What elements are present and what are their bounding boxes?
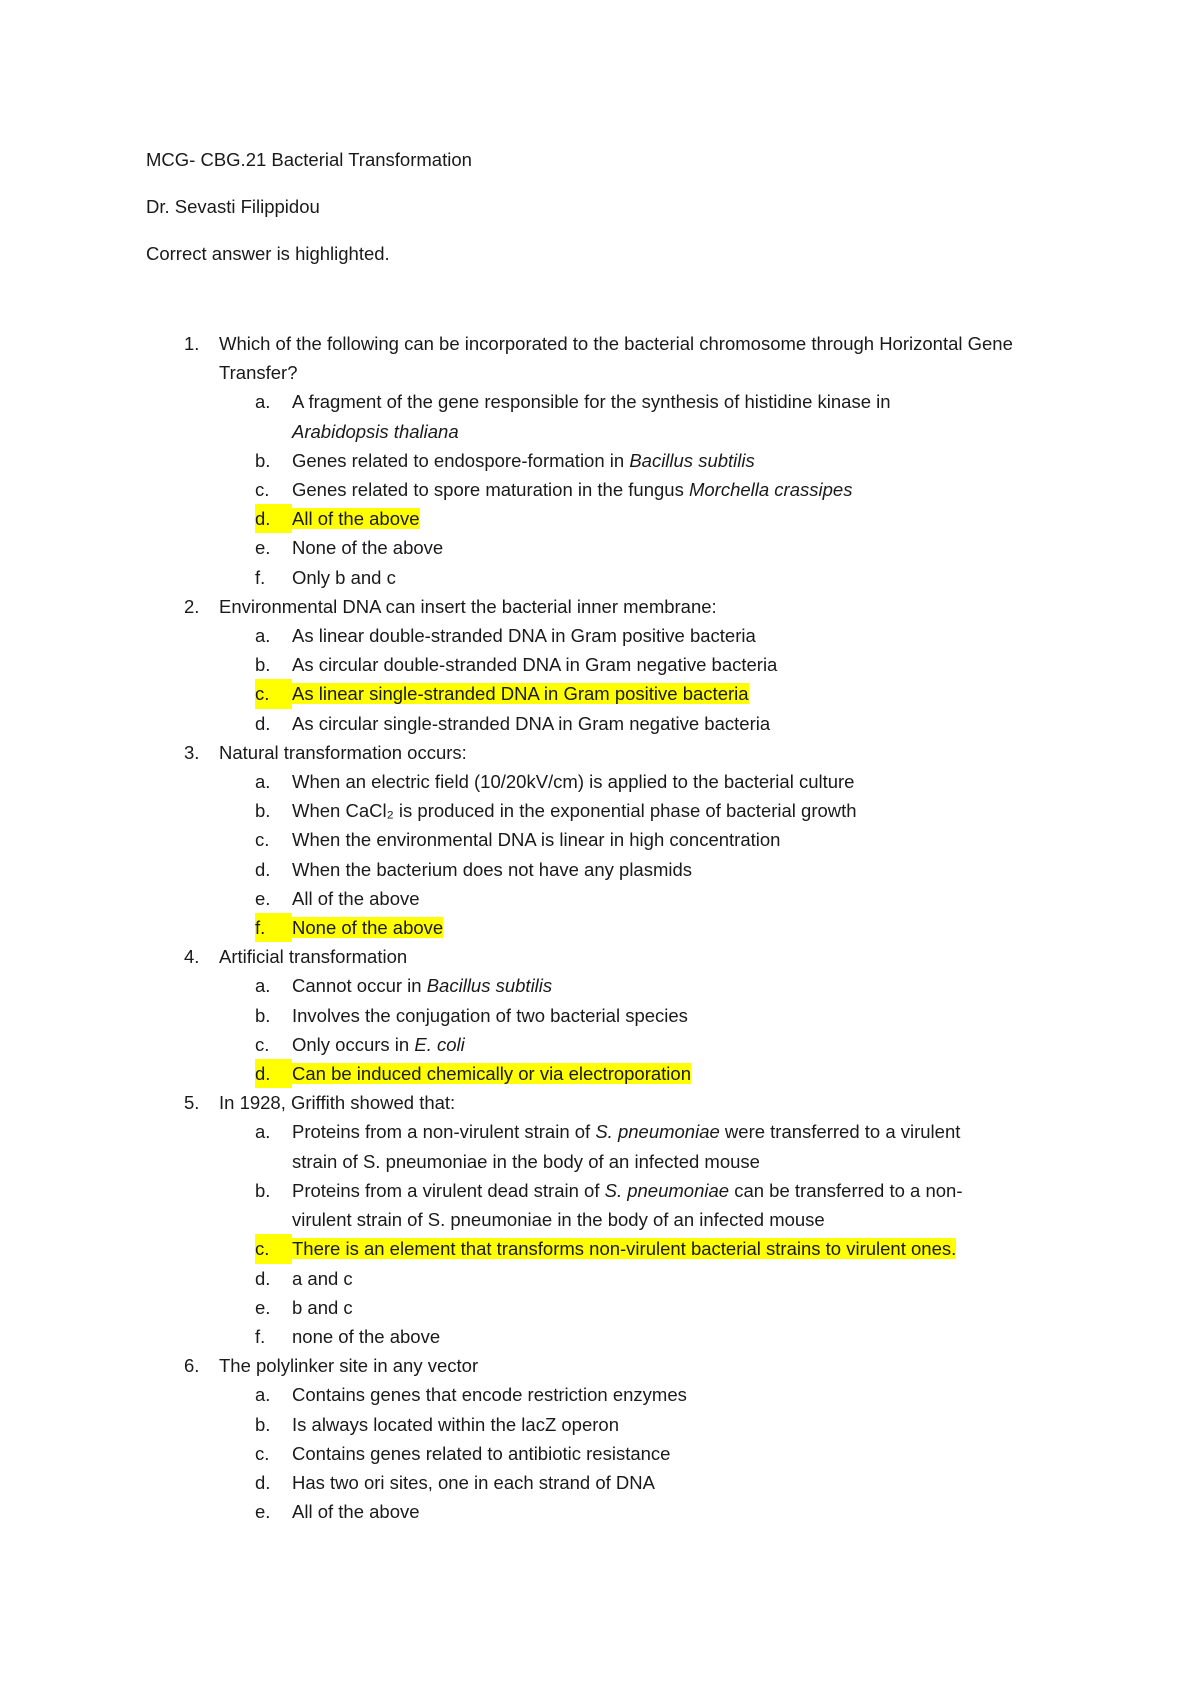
- option-item: [219, 387, 992, 445]
- option-text: As circular single-stranded DNA in Gram negative bacteria: [292, 712, 771, 734]
- option-list: [219, 621, 1066, 738]
- question-text: Natural transformation occurs:: [219, 741, 467, 763]
- option-item: [219, 709, 992, 738]
- option-item: [219, 1380, 992, 1409]
- species-name: Arabidopsis thaliana: [292, 420, 459, 442]
- question-text: In 1928, Griffith showed that:: [219, 1092, 456, 1114]
- question-number: 3.: [184, 741, 200, 763]
- correct-option: [219, 1059, 992, 1088]
- option-text: As circular double-stranded DNA in Gram negative bacteria: [292, 654, 778, 676]
- question-number: 2.: [184, 595, 200, 617]
- option-item: [219, 1410, 992, 1439]
- option-text: a and c: [292, 1267, 353, 1289]
- option-item: [219, 1030, 992, 1059]
- option-text: b and c: [292, 1296, 353, 1318]
- question-text: Environmental DNA can insert the bacterial inner membrane:: [219, 595, 717, 617]
- option-letter: f.: [255, 913, 292, 942]
- question-text: The polylinker site in any vector: [219, 1355, 479, 1377]
- question-item: [146, 329, 1066, 592]
- option-item: [219, 1322, 992, 1351]
- option-letter: a.: [255, 1384, 271, 1406]
- option-letter: d.: [255, 1471, 271, 1493]
- option-text: None of the above: [292, 917, 444, 939]
- correct-option: [219, 913, 992, 942]
- option-letter: e.: [255, 537, 271, 559]
- option-list: [219, 1117, 1066, 1351]
- option-item: [219, 1264, 992, 1293]
- option-item: [219, 767, 992, 796]
- option-text: Proteins from a non-virulent strain of S. pneumoniae were transferred to a virulent strain of S. pneumoniae in the body of an infected mouse: [292, 1121, 961, 1172]
- option-letter: b.: [255, 654, 271, 676]
- option-item: [219, 1176, 992, 1234]
- document-title: MCG- CBG.21 Bacterial Transformation: [146, 149, 472, 170]
- option-item: [219, 796, 992, 825]
- option-text: When the bacterium does not have any plasmids: [292, 858, 693, 880]
- correct-option: [219, 679, 992, 708]
- option-letter: b.: [255, 800, 271, 822]
- option-letter: d.: [255, 712, 271, 734]
- option-text: Is always located within the lacZ operon: [292, 1413, 620, 1435]
- option-text: Contains genes that encode restriction enzymes: [292, 1384, 687, 1406]
- option-letter: a.: [255, 771, 271, 793]
- option-letter: b.: [255, 1004, 271, 1026]
- option-list: [219, 1380, 1066, 1526]
- option-text: A fragment of the gene responsible for the synthesis of histidine kinase in Arabidopsis thaliana: [292, 391, 891, 442]
- option-letter: d.: [255, 858, 271, 880]
- option-text: There is an element that transforms non-virulent bacterial strains to virulent ones.: [292, 1238, 957, 1260]
- option-text: All of the above: [292, 508, 420, 530]
- question-list: [146, 329, 1066, 1526]
- option-text: Genes related to endospore-formation in Bacillus subtilis: [292, 449, 755, 471]
- species-name: S. pneumoniae: [604, 1179, 730, 1201]
- option-letter: f.: [255, 566, 266, 588]
- document-header: [146, 146, 472, 268]
- option-text: Genes related to spore maturation in the fungus Morchella crassipes: [292, 479, 853, 501]
- option-text: None of the above: [292, 537, 444, 559]
- option-letter: c.: [255, 829, 270, 851]
- correct-option: [219, 504, 992, 533]
- option-letter: c.: [255, 1234, 292, 1263]
- option-text: When an electric field (10/20kV/cm) is applied to the bacterial culture: [292, 771, 855, 793]
- option-item: [219, 825, 992, 854]
- option-text: When the environmental DNA is linear in high concentration: [292, 829, 781, 851]
- option-letter: b.: [255, 449, 271, 471]
- option-item: [219, 971, 992, 1000]
- option-list: [219, 971, 1066, 1088]
- option-text: Only occurs in E. coli: [292, 1033, 465, 1055]
- option-text: When CaCl₂ is produced in the exponential phase of bacterial growth: [292, 800, 857, 822]
- question-item: [146, 942, 1066, 1088]
- option-letter: a.: [255, 975, 271, 997]
- option-text: Only b and c: [292, 566, 396, 588]
- option-text: As linear single-stranded DNA in Gram positive bacteria: [292, 683, 749, 705]
- question-item: [146, 592, 1066, 738]
- option-letter: b.: [255, 1413, 271, 1435]
- option-letter: d.: [255, 504, 292, 533]
- option-text: Involves the conjugation of two bacterial species: [292, 1004, 688, 1026]
- species-name: Morchella crassipes: [688, 479, 853, 501]
- option-letter: b.: [255, 1179, 271, 1201]
- option-text: Has two ori sites, one in each strand of DNA: [292, 1471, 655, 1493]
- option-text: Contains genes related to antibiotic resistance: [292, 1442, 671, 1464]
- option-letter: e.: [255, 1296, 271, 1318]
- option-letter: d.: [255, 1059, 292, 1088]
- option-item: [219, 884, 992, 913]
- species-name: E. coli: [414, 1033, 465, 1055]
- option-letter: a.: [255, 1121, 271, 1143]
- option-letter: e.: [255, 887, 271, 909]
- species-name: Bacillus subtilis: [629, 449, 755, 471]
- option-item: [219, 1497, 992, 1526]
- option-item: [219, 621, 992, 650]
- option-item: [219, 1293, 992, 1322]
- question-number: 1.: [184, 333, 200, 354]
- option-text: As linear double-stranded DNA in Gram positive bacteria: [292, 625, 756, 647]
- question-item: [146, 1088, 1066, 1351]
- option-item: [219, 533, 992, 562]
- question-text: Which of the following can be incorporated to the bacterial chromosome through Horizontal Gene Transfer?: [219, 333, 1013, 384]
- question-item: [146, 738, 1066, 942]
- document-author: Dr. Sevasti Filippidou: [146, 196, 320, 217]
- option-item: [219, 1439, 992, 1468]
- question-text: Artificial transformation: [219, 946, 408, 968]
- option-text: Proteins from a virulent dead strain of S. pneumoniae can be transferred to a non-virulent strain of S. pneumoniae in the body of an infected mouse: [292, 1179, 963, 1231]
- option-item: [219, 650, 992, 679]
- option-item: [219, 446, 992, 475]
- option-letter: a.: [255, 625, 271, 647]
- option-text: Can be induced chemically or via electroporation: [292, 1063, 691, 1085]
- option-letter: f.: [255, 1325, 266, 1347]
- correct-option: [219, 1234, 992, 1263]
- option-text: none of the above: [292, 1325, 441, 1347]
- option-letter: c.: [255, 1442, 270, 1464]
- option-letter: e.: [255, 1501, 271, 1523]
- option-text: All of the above: [292, 887, 420, 909]
- question-number: 6.: [184, 1355, 200, 1377]
- option-letter: c.: [255, 679, 292, 708]
- option-text: Cannot occur in Bacillus subtilis: [292, 975, 553, 997]
- question-item: [146, 1351, 1066, 1526]
- option-item: [219, 563, 992, 592]
- option-item: [219, 855, 992, 884]
- species-name: Bacillus subtilis: [426, 975, 553, 997]
- question-number: 4.: [184, 946, 200, 968]
- option-letter: c.: [255, 479, 270, 501]
- species-name: S. pneumoniae: [595, 1121, 720, 1143]
- option-list: [219, 387, 1066, 591]
- question-number: 5.: [184, 1092, 200, 1114]
- option-text: All of the above: [292, 1501, 420, 1523]
- option-letter: d.: [255, 1267, 271, 1289]
- option-letter: c.: [255, 1033, 270, 1055]
- option-list: [219, 767, 1066, 942]
- option-letter: a.: [255, 391, 271, 413]
- document-note: Correct answer is highlighted.: [146, 243, 390, 264]
- option-item: [219, 475, 992, 504]
- option-item: [219, 1468, 992, 1497]
- option-item: [219, 1117, 992, 1175]
- option-item: [219, 1001, 992, 1030]
